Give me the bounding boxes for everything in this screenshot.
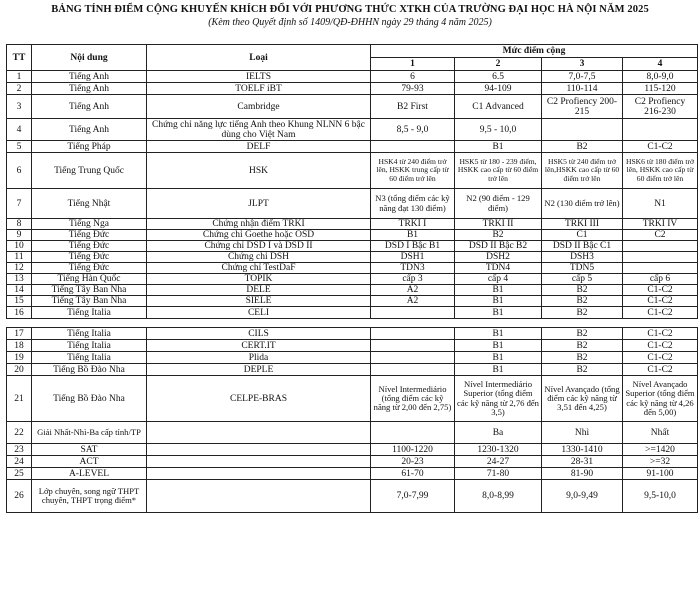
cell-l4: C1-C2 [623,296,698,307]
cell-nd: Tiếng Pháp [32,141,147,153]
cell-l1 [371,307,455,319]
cell-loai: HSK [147,153,371,189]
cell-l2: B1 [455,328,542,340]
cell-tt: 25 [7,468,32,480]
cell-l1: TDN3 [371,263,455,274]
cell-loai: DELE [147,285,371,296]
cell-l2: Ba [455,422,542,444]
cell-l4: C1-C2 [623,141,698,153]
cell-l1 [371,328,455,340]
cell-nd: Tiếng Italia [32,352,147,364]
table-row [7,285,698,296]
cell-nd: Giải Nhất-Nhì-Ba cấp tỉnh/TP [32,422,147,444]
cell-l3: C2 Profiency 200-215 [542,95,623,119]
cell-nd: SAT [32,444,147,456]
table-row [7,468,698,480]
cell-nd: Tiếng Anh [32,119,147,141]
cell-nd: A-LEVEL [32,468,147,480]
cell-nd: Tiếng Tây Ban Nha [32,285,147,296]
table-row [7,352,698,364]
cell-l4: >=32 [623,456,698,468]
cell-tt: 22 [7,422,32,444]
table-row [7,71,698,83]
cell-l3: C1 [542,230,623,241]
cell-loai: CILS [147,328,371,340]
cell-loai: TOPIK [147,274,371,285]
cell-loai: Chứng chỉ Goethe hoặc ÖSD [147,230,371,241]
cell-loai [147,444,371,456]
cell-loai: IELTS [147,71,371,83]
cell-l2: 8,0-8,99 [455,480,542,513]
cell-l3: HSK5 từ 240 điểm trở lên,HSKK cao cấp từ 60 điểm trở lên [542,153,623,189]
cell-l1: TRKI I [371,219,455,230]
cell-loai: JLPT [147,189,371,219]
cell-l4: C1-C2 [623,285,698,296]
cell-tt: 9 [7,230,32,241]
cell-l1: A2 [371,285,455,296]
cell-loai: Chứng chỉ DSD I và DSD II [147,241,371,252]
cell-l4: Nível Avançado Superior (tổng điểm các kỹ năng từ 4,26 đến 5,00) [623,376,698,422]
cell-l2: B1 [455,307,542,319]
table-row [7,307,698,319]
table-row [7,364,698,376]
cell-nd: ACT [32,456,147,468]
cell-l3: Nhì [542,422,623,444]
cell-nd: Lớp chuyên, song ngữ THPT chuyên, THPT trọng điểm* [32,480,147,513]
cell-l3: TDN5 [542,263,623,274]
cell-loai: CELI [147,307,371,319]
cell-tt: 13 [7,274,32,285]
cell-l4 [623,263,698,274]
cell-l2: DSD II Bậc B2 [455,241,542,252]
cell-l2: B2 [455,230,542,241]
cell-l3: B2 [542,141,623,153]
cell-l3: cấp 5 [542,274,623,285]
cell-l1: B2 First [371,95,455,119]
cell-l4: C2 Profiency 216-230 [623,95,698,119]
cell-loai: Chứng chỉ năng lực tiếng Anh theo Khung NLNN 6 bậc dùng cho Việt Nam [147,119,371,141]
cell-l4: Nhất [623,422,698,444]
cell-l1: 6 [371,71,455,83]
cell-tt: 26 [7,480,32,513]
cell-tt: 24 [7,456,32,468]
cell-tt: 5 [7,141,32,153]
cell-tt: 21 [7,376,32,422]
cell-l3: 28-31 [542,456,623,468]
cell-l4: C1-C2 [623,364,698,376]
cell-l2: 1230-1320 [455,444,542,456]
header-muc-diem: Mức điểm cộng [371,45,698,58]
table-row [7,141,698,153]
cell-nd: Tiếng Italia [32,340,147,352]
cell-l3: DSD II Bậc C1 [542,241,623,252]
header-tt: TT [7,45,32,71]
table-row [7,422,698,444]
table-row [7,219,698,230]
cell-l3: N2 (130 điểm trở lên) [542,189,623,219]
cell-nd: Tiếng Nga [32,219,147,230]
cell-l2: HSK5 từ 180 - 239 điểm, HSKK cao cấp từ 60 điểm trở lên [455,153,542,189]
table-row [7,153,698,189]
cell-loai [147,468,371,480]
cell-l4: HSK6 từ 180 điểm trở lên, HSKK cao cấp từ 60 điểm trở lên [623,153,698,189]
cell-l4 [623,119,698,141]
cell-l3: 81-90 [542,468,623,480]
table-row [7,444,698,456]
cell-l2: 94-109 [455,83,542,95]
cell-loai [147,422,371,444]
cell-nd: Tiếng Đức [32,230,147,241]
cell-tt: 23 [7,444,32,456]
cell-l3: B2 [542,364,623,376]
header-level-3: 3 [542,58,623,71]
table-row [7,376,698,422]
cell-l1 [371,352,455,364]
cell-l3: 1330-1410 [542,444,623,456]
cell-l2: N2 (90 điểm - 129 điểm) [455,189,542,219]
cell-tt: 1 [7,71,32,83]
cell-l1: B1 [371,230,455,241]
cell-tt: 4 [7,119,32,141]
cell-l3 [542,119,623,141]
cell-tt: 11 [7,252,32,263]
cell-loai: SIELE [147,296,371,307]
cell-l4: cấp 6 [623,274,698,285]
cell-nd: Tiếng Bồ Đào Nha [32,364,147,376]
table-row [7,241,698,252]
cell-l4 [623,252,698,263]
table-row [7,328,698,340]
cell-l1: 20-23 [371,456,455,468]
cell-l3: B2 [542,296,623,307]
cell-nd: Tiếng Đức [32,263,147,274]
page-subtitle: (Kèm theo Quyết định số 1409/QĐ-ĐHHN ngày 29 tháng 4 năm 2025) [208,17,492,28]
cell-tt: 19 [7,352,32,364]
cell-l4: 9,5-10,0 [623,480,698,513]
cell-nd: Tiếng Đức [32,241,147,252]
cell-loai: Plida [147,352,371,364]
cell-l1: Nível Intermediário (tổng điểm các kỹ năng từ 2,00 đến 2,75) [371,376,455,422]
cell-l4: TRKI IV [623,219,698,230]
cell-tt: 12 [7,263,32,274]
cell-loai: DEPLE [147,364,371,376]
header-noi-dung: Nội dung [32,45,147,71]
cell-l3: B2 [542,352,623,364]
cell-tt: 10 [7,241,32,252]
cell-tt: 3 [7,95,32,119]
cell-l3: B2 [542,285,623,296]
cell-l3: B2 [542,340,623,352]
cell-loai: CELPE-BRAS [147,376,371,422]
cell-loai: Chứng nhận điểm TRKI [147,219,371,230]
cell-tt: 6 [7,153,32,189]
cell-l2: C1 Advanced [455,95,542,119]
table-row [7,274,698,285]
cell-nd: Tiếng Tây Ban Nha [32,296,147,307]
cell-l3: B2 [542,307,623,319]
cell-l4 [623,241,698,252]
cell-l3: 110-114 [542,83,623,95]
cell-l3: TRKI III [542,219,623,230]
cell-l4: 91-100 [623,468,698,480]
table-row [7,480,698,513]
cell-l1: 7,0-7,99 [371,480,455,513]
cell-nd: Tiếng Italia [32,307,147,319]
cell-l3: Nível Avançado (tổng điểm các kỹ năng từ 3,51 đến 4,25) [542,376,623,422]
cell-tt: 15 [7,296,32,307]
page-break-gap [7,319,698,328]
cell-nd: Tiếng Hàn Quốc [32,274,147,285]
cell-l2: 24-27 [455,456,542,468]
cell-l1: 79-93 [371,83,455,95]
cell-l1: A2 [371,296,455,307]
cell-l1: HSK4 từ 240 điểm trở lên, HSKK trung cấp từ 60 điểm trở lên [371,153,455,189]
cell-nd: Tiếng Trung Quốc [32,153,147,189]
cell-l2: TDN4 [455,263,542,274]
cell-l3: DSH3 [542,252,623,263]
cell-l4: C1-C2 [623,352,698,364]
cell-tt: 14 [7,285,32,296]
cell-l2: B1 [455,296,542,307]
cell-l4: C1-C2 [623,340,698,352]
cell-loai: Chứng chỉ DSH [147,252,371,263]
cell-l1: N3 (tổng điểm các kỹ năng đạt 130 điểm) [371,189,455,219]
cell-l4: C1-C2 [623,307,698,319]
table-row [7,456,698,468]
table-row [7,189,698,219]
cell-loai [147,480,371,513]
cell-loai: CERT.IT [147,340,371,352]
page-title: BẢNG TÍNH ĐIỂM CỘNG KHUYẾN KHÍCH ĐỔI VỚI PHƯƠNG THỨC XTKH CỦA TRƯỜNG ĐẠI HỌC HÀ NỘI NĂM 2025 [51,4,649,15]
cell-l2: DSH2 [455,252,542,263]
cell-l4: C1-C2 [623,328,698,340]
cell-tt: 17 [7,328,32,340]
header-level-1: 1 [371,58,455,71]
cell-l2: TRKI II [455,219,542,230]
header-level-4: 4 [623,58,698,71]
cell-loai: DELF [147,141,371,153]
cell-l2: B1 [455,141,542,153]
cell-nd: Tiếng Anh [32,83,147,95]
table-body [7,71,698,513]
cell-loai: Cambridge [147,95,371,119]
cell-l4: 8,0-9,0 [623,71,698,83]
cell-l4: >=1420 [623,444,698,456]
cell-loai: Chứng chỉ TestDaF [147,263,371,274]
cell-l2: B1 [455,364,542,376]
cell-l2: 71-80 [455,468,542,480]
cell-l2: Nível Intermediário Superior (tổng điểm các kỹ năng từ 2,76 đến 3,5) [455,376,542,422]
cell-tt: 2 [7,83,32,95]
header-level-2: 2 [455,58,542,71]
cell-l2: B1 [455,285,542,296]
table-row [7,95,698,119]
cell-l4: C2 [623,230,698,241]
header-loai: Loại [147,45,371,71]
cell-nd: Tiếng Anh [32,95,147,119]
table-row [7,230,698,241]
cell-l1: DSD I Bậc B1 [371,241,455,252]
table-row [7,119,698,141]
cell-l1: 8,5 - 9,0 [371,119,455,141]
cell-l1 [371,364,455,376]
cell-l1 [371,340,455,352]
cell-l3: B2 [542,328,623,340]
cell-nd: Tiếng Bồ Đào Nha [32,376,147,422]
cell-nd: Tiếng Nhật [32,189,147,219]
cell-l1: DSH1 [371,252,455,263]
cell-nd: Tiếng Italia [32,328,147,340]
cell-l2: B1 [455,340,542,352]
table-row [7,252,698,263]
table-row [7,296,698,307]
cell-tt: 20 [7,364,32,376]
cell-nd: Tiếng Anh [32,71,147,83]
cell-loai [147,456,371,468]
cell-l1: 1100-1220 [371,444,455,456]
cell-tt: 7 [7,189,32,219]
bonus-points-table [6,44,698,513]
table-row [7,83,698,95]
cell-tt: 18 [7,340,32,352]
cell-l1 [371,141,455,153]
cell-nd: Tiếng Đức [32,252,147,263]
cell-l2: B1 [455,352,542,364]
cell-l1: 61-70 [371,468,455,480]
cell-l3: 7,0-7,5 [542,71,623,83]
cell-l2: cấp 4 [455,274,542,285]
cell-l1: cấp 3 [371,274,455,285]
cell-l4: N1 [623,189,698,219]
table-row [7,340,698,352]
cell-l2: 6.5 [455,71,542,83]
cell-l4: 115-120 [623,83,698,95]
cell-l2: 9,5 - 10,0 [455,119,542,141]
cell-tt: 16 [7,307,32,319]
cell-loai: TOELF iBT [147,83,371,95]
table-row [7,263,698,274]
cell-tt: 8 [7,219,32,230]
cell-l1 [371,422,455,444]
cell-l3: 9,0-9,49 [542,480,623,513]
